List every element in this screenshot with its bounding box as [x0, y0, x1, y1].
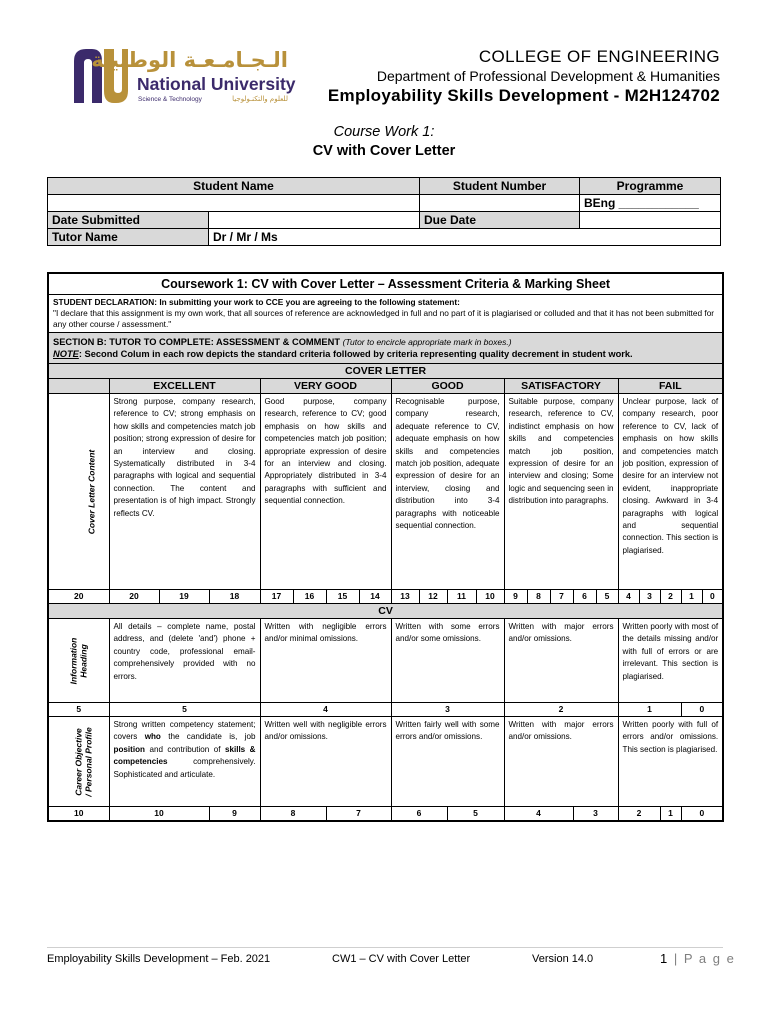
footer-divider	[47, 947, 723, 948]
mark-cell[interactable]: 19	[159, 590, 209, 604]
note-text: : Second Colum in each row depicts the standard criteria followed by criteria representing quality decrement in student work.	[78, 349, 633, 359]
mark-cell[interactable]: 13	[391, 590, 419, 604]
footer-document: CW1 – CV with Cover Letter	[332, 953, 471, 965]
footer-course: Employability Skills Development – Feb. 2021	[47, 953, 271, 965]
coursework-title: Course Work 1:	[333, 124, 435, 140]
due-date-label: Due Date	[420, 212, 580, 229]
logo-tagline: Science & Technology	[138, 96, 202, 103]
info-heading-max-mark: 5	[48, 703, 109, 717]
grade-header-fail: FAIL	[618, 379, 723, 394]
mark-cell[interactable]: 8	[527, 590, 550, 604]
mark-cell[interactable]: 11	[447, 590, 476, 604]
student-name-field[interactable]	[48, 195, 420, 212]
student-number-field[interactable]	[420, 195, 580, 212]
cover-letter-band: COVER LETTER	[48, 364, 723, 379]
mark-cell[interactable]: 5	[596, 590, 618, 604]
mark-cell[interactable]: 3	[639, 590, 660, 604]
programme-field[interactable]: BEng ____________	[580, 195, 721, 212]
info-heading-good-criteria: Written with some errors and/or some omissions.	[391, 619, 504, 703]
section-b-heading: SECTION B: TUTOR TO COMPLETE: ASSESSMENT & COMMENT	[53, 337, 343, 347]
mark-cell[interactable]: 14	[359, 590, 391, 604]
grade-header-empty	[48, 379, 109, 394]
career-objective-satisfactory-criteria: Written with major errors and/or omissions.	[504, 717, 618, 807]
career-objective-excellent-criteria: Strong written competency statement; covers who the candidate is, job position and contribution of skills & competencies comprehensively. Sophisticated and articulate.	[109, 717, 260, 807]
mark-cell[interactable]: 6	[391, 807, 447, 822]
logo-english-text: National University	[137, 74, 296, 94]
mark-cell[interactable]: 18	[209, 590, 260, 604]
mark-cell[interactable]: 2	[504, 703, 618, 717]
mark-cell[interactable]: 0	[681, 703, 723, 717]
career-objective-very-good-criteria: Written well with negligible errors and/or omissions.	[260, 717, 391, 807]
declaration-text: "I declare that this assignment is my own work, that all sources of reference are acknowledged in full and no part of it is plagiarised or colluded and that it has not been submitted for any other course / assessment."	[53, 308, 715, 329]
career-objective-good-criteria: Written fairly well with some errors and/or omissions.	[391, 717, 504, 807]
mark-cell[interactable]: 7	[326, 807, 391, 822]
footer-page-indicator	[660, 951, 735, 966]
career-objective-max-mark: 10	[48, 807, 109, 822]
declaration-label: STUDENT DECLARATION: In submitting your work to CCE you are agreeing to the following statement:	[53, 297, 460, 307]
cv-band: CV	[48, 604, 723, 619]
mark-cell[interactable]: 10	[109, 807, 209, 822]
mark-cell[interactable]: 16	[293, 590, 326, 604]
cover-letter-very-good-criteria: Good purpose, company research, reference to CV; good emphasis on how skills and competencies match job position; appropriate expression of desire for an interview and closing. Appropriately distributed in 3-4 paragraphs with sufficient and sequential connection.	[260, 394, 391, 590]
department-name: Department of Professional Development & Humanities	[376, 68, 720, 84]
college-name: COLLEGE OF ENGINEERING	[478, 47, 720, 66]
cover-letter-good-criteria: Recognisable purpose, company research, adequate reference to CV, adequate emphasis on how skills and competencies match job position, adequate expression of desire for an interview, closing and distribution into 3-4 paragraphs with noticeable sequential connection.	[391, 394, 504, 590]
info-heading-fail-criteria: Written poorly with most of the details missing and/or with full of errors or are irrelevant. This section is plagiarised.	[618, 619, 723, 703]
mark-cell[interactable]: 20	[109, 590, 159, 604]
mark-cell[interactable]: 4	[260, 703, 391, 717]
student-number-header: Student Number	[420, 178, 580, 195]
mark-cell[interactable]: 9	[504, 590, 527, 604]
mark-cell[interactable]: 5	[109, 703, 260, 717]
mark-cell[interactable]: 3	[391, 703, 504, 717]
student-declaration	[48, 295, 723, 333]
mark-cell[interactable]: 1	[660, 807, 681, 822]
mark-cell[interactable]: 1	[681, 590, 702, 604]
cover-letter-excellent-criteria: Strong purpose, company research, reference to CV; strong emphasis on how skills and competencies match job position; strong expression of desire for an interview and closing. Systematically distributed in 3-4 paragraphs with logical and sequential connection. The content and presentation is of high impact. Strongly reflects CV.	[109, 394, 260, 590]
info-heading-very-good-criteria: Written with negligible errors and/or minimal omissions.	[260, 619, 391, 703]
cover-letter-satisfactory-criteria: Suitable purpose, company research, reference to CV, indistinct emphasis on how skills and competencies match job position, expression of desire for an interview and closing; Some logic and sequencing seen in distribution into paragraphs.	[504, 394, 618, 590]
mark-cell[interactable]: 3	[573, 807, 618, 822]
cover-letter-fail-criteria: Unclear purpose, lack of company research, poor reference to CV, lack of emphasis on how skills and competencies match job position, expression of desire for an interview not evident, inappropriate closing. Awkward in 3-4 paragraphs with logical and sequential connection. This section is plagiarised.	[618, 394, 723, 590]
footer-version: Version 14.0	[532, 953, 594, 965]
programme-header: Programme	[580, 178, 721, 195]
tutor-name-label: Tutor Name	[48, 229, 209, 246]
student-name-header: Student Name	[48, 178, 420, 195]
marking-sheet-title: Coursework 1: CV with Cover Letter – Assessment Criteria & Marking Sheet	[48, 273, 723, 295]
logo-arabic-text: الـجـامـعـة الوطنيـة	[91, 48, 288, 72]
info-heading-excellent-criteria: All details – complete name, postal address, and (delete 'and') phone + country code, professional email- comprehensively provided with no errors.	[109, 619, 260, 703]
section-b-tip: (Tutor to encircle appropriate mark in boxes.)	[342, 337, 512, 347]
date-submitted-label: Date Submitted	[48, 212, 209, 229]
tutor-name-field[interactable]: Dr / Mr / Ms	[209, 229, 721, 246]
mark-cell[interactable]: 0	[681, 807, 723, 822]
student-info-table	[47, 177, 721, 246]
page-number: 1	[660, 951, 669, 966]
mark-cell[interactable]: 9	[209, 807, 260, 822]
mark-cell[interactable]: 10	[476, 590, 504, 604]
mark-cell[interactable]: 2	[660, 590, 681, 604]
cover-letter-content-label: Cover Letter Content	[48, 394, 109, 590]
mark-cell[interactable]: 6	[573, 590, 596, 604]
mark-cell[interactable]: 15	[326, 590, 359, 604]
mark-cell[interactable]: 5	[447, 807, 504, 822]
information-heading-label: Information Heading	[48, 619, 109, 703]
logo-tagline-arabic: للعلوم والتكنـولوجيا	[232, 95, 288, 103]
section-b-instructions	[48, 333, 723, 364]
mark-cell[interactable]: 1	[618, 703, 681, 717]
grade-header-very-good: VERY GOOD	[260, 379, 391, 394]
marking-sheet-table	[47, 272, 724, 822]
mark-cell[interactable]: 8	[260, 807, 326, 822]
coursework-subtitle: CV with Cover Letter	[312, 143, 456, 159]
mark-cell[interactable]: 0	[702, 590, 723, 604]
career-objective-label: Career Objective / Personal Profile	[48, 717, 109, 807]
grade-header-excellent: EXCELLENT	[109, 379, 260, 394]
mark-cell[interactable]: 7	[550, 590, 573, 604]
career-objective-fail-criteria: Written poorly with full of errors and/or omissions. This section is plagiarised.	[618, 717, 723, 807]
date-submitted-field[interactable]	[209, 212, 420, 229]
grade-header-good: GOOD	[391, 379, 504, 394]
cover-letter-max-mark: 20	[48, 590, 109, 604]
page-label: | P a g e	[673, 951, 736, 966]
mark-cell[interactable]: 4	[504, 807, 573, 822]
mark-cell[interactable]: 2	[618, 807, 660, 822]
grade-header-satisfactory: SATISFACTORY	[504, 379, 618, 394]
mark-cell[interactable]: 17	[260, 590, 293, 604]
due-date-field[interactable]	[580, 212, 721, 229]
info-heading-satisfactory-criteria: Written with major errors and/or omissions.	[504, 619, 618, 703]
note-label: NOTE	[53, 349, 79, 359]
mark-cell[interactable]: 4	[618, 590, 639, 604]
course-title: Employability Skills Development - M2H124702	[327, 86, 720, 105]
mark-cell[interactable]: 12	[419, 590, 447, 604]
